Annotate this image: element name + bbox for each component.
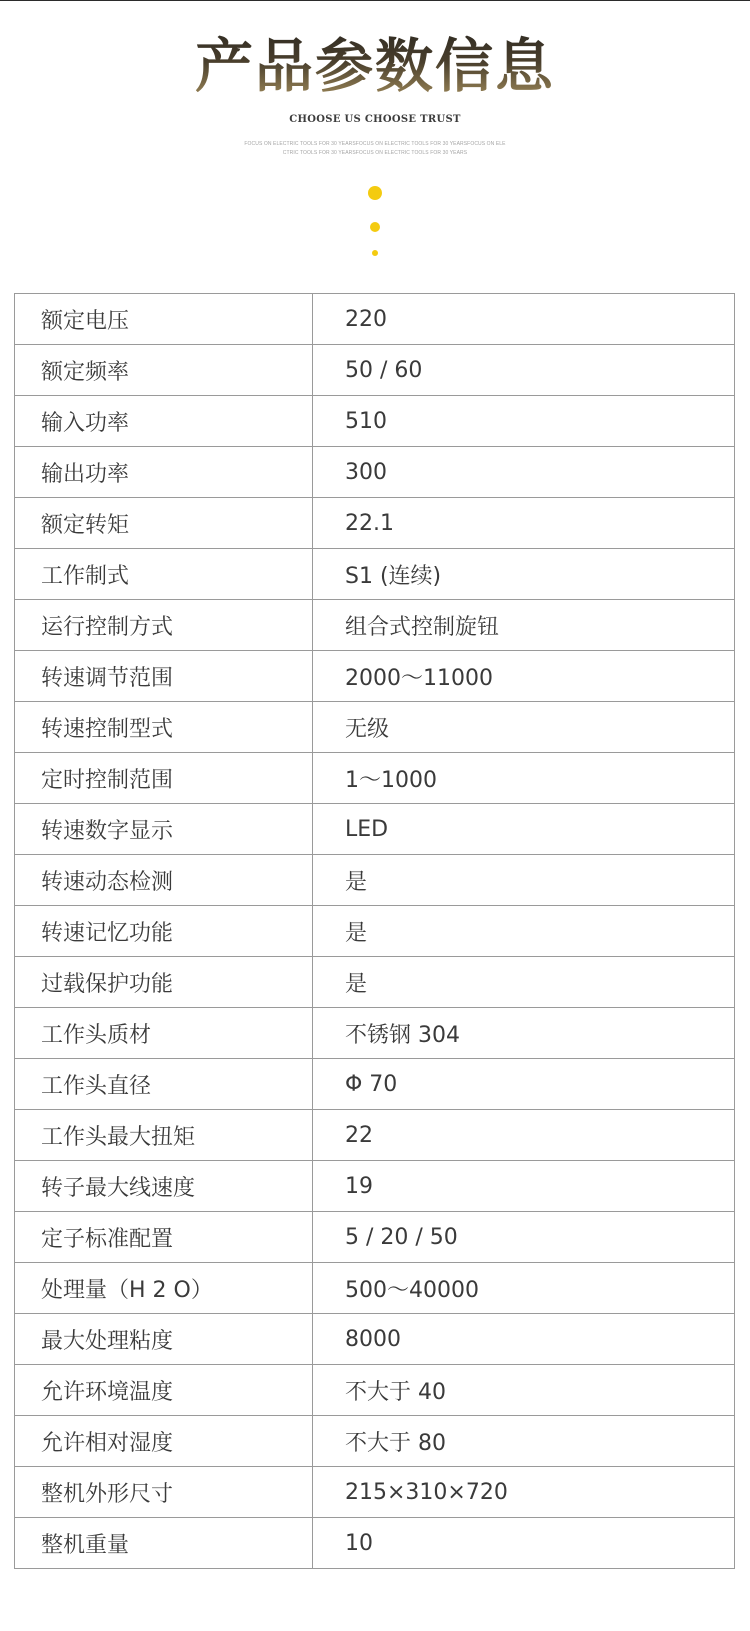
spec-label: 定子标准配置	[15, 1212, 313, 1263]
table-row	[15, 804, 735, 855]
table-row	[15, 651, 735, 702]
table-row	[15, 447, 735, 498]
table-row	[15, 1059, 735, 1110]
spec-label: 运行控制方式	[15, 600, 313, 651]
spec-value: 22	[313, 1110, 735, 1161]
decorative-dot-medium	[370, 222, 380, 232]
spec-value: 10	[313, 1518, 735, 1569]
spec-label: 允许相对湿度	[15, 1416, 313, 1467]
spec-label: 额定频率	[15, 345, 313, 396]
spec-label: 最大处理粘度	[15, 1314, 313, 1365]
spec-value: 1～1000	[313, 753, 735, 804]
table-row	[15, 1365, 735, 1416]
page-subtitle: CHOOSE US CHOOSE TRUST	[289, 114, 461, 125]
table-row	[15, 345, 735, 396]
table-row	[15, 294, 735, 345]
spec-value: Φ 70	[313, 1059, 735, 1110]
spec-label: 转速记忆功能	[15, 906, 313, 957]
spec-value: S1 (连续)	[313, 549, 735, 600]
spec-value: 500～40000	[313, 1263, 735, 1314]
spec-label: 转子最大线速度	[15, 1161, 313, 1212]
table-row	[15, 600, 735, 651]
table-row	[15, 1008, 735, 1059]
spec-label: 输入功率	[15, 396, 313, 447]
spec-value: 5 / 20 / 50	[313, 1212, 735, 1263]
spec-value: 是	[313, 906, 735, 957]
decorative-dot-large	[368, 186, 382, 200]
spec-value: 19	[313, 1161, 735, 1212]
spec-value: 510	[313, 396, 735, 447]
page-title: 产品参数信息	[0, 28, 750, 104]
table-row	[15, 1518, 735, 1569]
table-row	[15, 702, 735, 753]
spec-value: 无级	[313, 702, 735, 753]
slogan-fineprint-line-2: CTRIC TOOLS FOR 30 YEARSFOCUS ON ELECTRIC TOOLS FOR 30 YEARS	[282, 150, 468, 156]
spec-label: 过载保护功能	[15, 957, 313, 1008]
spec-label: 转速控制型式	[15, 702, 313, 753]
spec-value: 220	[313, 294, 735, 345]
spec-label: 工作头质材	[15, 1008, 313, 1059]
spec-value: 300	[313, 447, 735, 498]
spec-label: 工作头直径	[15, 1059, 313, 1110]
spec-value: 组合式控制旋钮	[313, 600, 735, 651]
table-row	[15, 1314, 735, 1365]
table-row	[15, 1263, 735, 1314]
spec-value: 是	[313, 855, 735, 906]
spec-label: 处理量（H 2 O）	[15, 1263, 313, 1314]
spec-value: 2000～11000	[313, 651, 735, 702]
table-row	[15, 753, 735, 804]
spec-label: 额定转矩	[15, 498, 313, 549]
table-row	[15, 396, 735, 447]
spec-label: 转速动态检测	[15, 855, 313, 906]
table-row	[15, 1416, 735, 1467]
spec-value: 50 / 60	[313, 345, 735, 396]
spec-value: 215×310×720	[313, 1467, 735, 1518]
table-row	[15, 1161, 735, 1212]
table-row	[15, 549, 735, 600]
spec-value: 22.1	[313, 498, 735, 549]
spec-value: 不锈钢 304	[313, 1008, 735, 1059]
table-row	[15, 906, 735, 957]
table-row	[15, 1110, 735, 1161]
spec-label: 允许环境温度	[15, 1365, 313, 1416]
spec-label: 额定电压	[15, 294, 313, 345]
spec-value: 是	[313, 957, 735, 1008]
spec-label: 整机重量	[15, 1518, 313, 1569]
spec-label: 输出功率	[15, 447, 313, 498]
spec-table	[14, 293, 735, 1569]
spec-label: 转速数字显示	[15, 804, 313, 855]
spec-label: 整机外形尺寸	[15, 1467, 313, 1518]
table-row	[15, 855, 735, 906]
table-row	[15, 1212, 735, 1263]
spec-value: 8000	[313, 1314, 735, 1365]
spec-label: 工作制式	[15, 549, 313, 600]
spec-label: 转速调节范围	[15, 651, 313, 702]
table-row	[15, 1467, 735, 1518]
table-row	[15, 498, 735, 549]
page-header	[0, 0, 750, 290]
spec-value: LED	[313, 804, 735, 855]
table-row	[15, 957, 735, 1008]
decorative-dot-small	[372, 250, 378, 256]
spec-value: 不大于 80	[313, 1416, 735, 1467]
spec-label: 定时控制范围	[15, 753, 313, 804]
spec-label: 工作头最大扭矩	[15, 1110, 313, 1161]
slogan-fineprint-line-1: FOCUS ON ELECTRIC TOOLS FOR 30 YEARSFOCUS ON ELECTRIC TOOLS FOR 30 YEARSFOCUS ON ELE	[244, 141, 506, 147]
spec-value: 不大于 40	[313, 1365, 735, 1416]
